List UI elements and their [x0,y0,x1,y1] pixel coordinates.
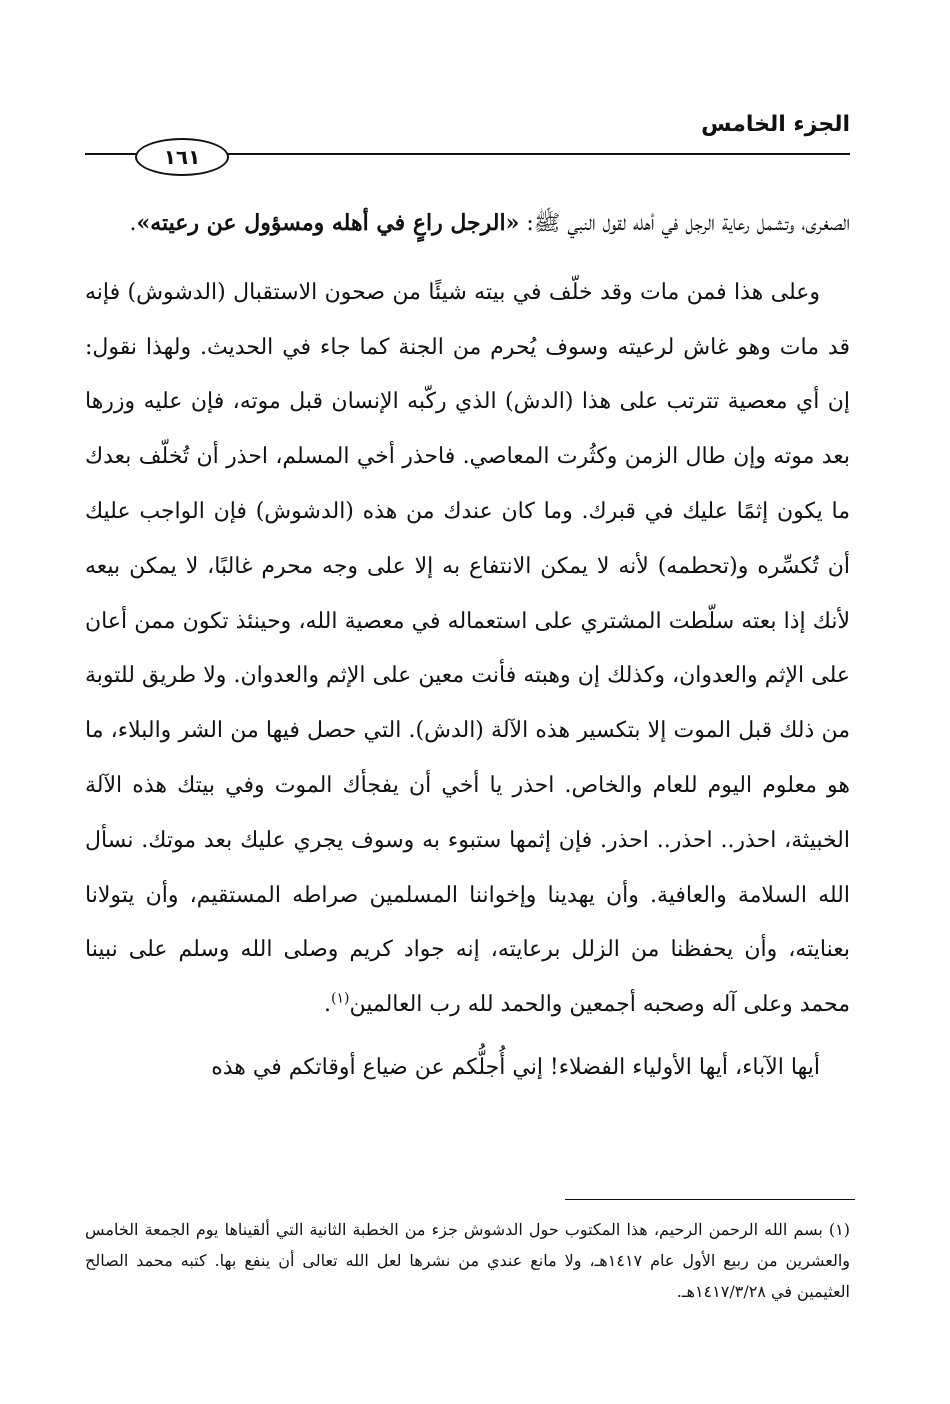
footnote-text: (١) بسم الله الرحمن الرحيم، هذا المكتوب حول الدشوش جزء من الخطبة الثانية التي ألقيناها يوم الجمعة الخامس والعشرين من ربيع الأول عام ١٤١٧هـ، ولا مانع عندي من نشرها لعل الله تعالى أن ينفع بها. كتبه محمد الصالح العثيمين في ١٤١٧/٣/٢٨هـ. [85,1220,850,1301]
paragraph-2-text: وعلى هذا فمن مات وقد خلّف في بيته شيئًا من صحون الاستقبال (الدشوش) فإنه قد مات وهو غاش لرعيته وسوف يُحرم من الجنة كما جاء في الحديث. ولهذا نقول: إن أي معصية تترتب على هذا (الدش) الذي ركّبه الإنسان قبل موته، فإن عليه وزرها بعد موته وإن طال الزمن وكثُرت المعاصي. فاحذر أخي المسلم، احذر أن تُخلّف بعدك ما يكون إثمًا عليك في قبرك. وما كان عندك من هذه (الدشوش) فإن الواجب عليك أن تُكسِّره و(تحطمه) لأنه لا يمكن الانتفاع به إلا على وجه محرم غالبًا، لا يمكن بيعه لأنك إذا بعته سلّطت المشتري على استعماله في معصية الله، وحينئذ تكون ممن أعان على الإثم والعدوان، وكذلك إن وهبته فأنت معين على الإثم والعدوان. ولا طريق للتوبة من ذلك قبل الموت إلا بتكسير هذه الآلة (الدش). التي حصل فيها من الشر والبلاء، ما هو معلوم اليوم للعام والخاص. احذر يا أخي أن يفجأك الموت وفي بيتك هذه الآلة الخبيثة، احذر.. احذر.. احذر. فإن إثمها ستبوء به وسوف يجري عليك بعد موتك. نسأل الله السلامة والعافية. وأن يهدينا وإخواننا المسلمين صراطه المستقيم، وأن يتولانا بعنايته، وأن يحفظنا من الزلل برعايته، إنه جواد كريم وصلى الله وسلم على نبينا محمد وعلى آله وصحبه أجمعين والحمد لله رب العالمين [85,279,850,1018]
page-number-badge: ١٦١ [135,138,229,176]
footnote-separator [565,1199,855,1200]
hadith-quote: «الرجل راعٍ في أهله ومسؤول عن رعيته» [136,210,520,236]
footnote-reference[interactable]: (١) [331,990,350,1007]
paragraph-2-end: . [324,992,332,1018]
body-text [85,196,850,1096]
running-header-title: الجزء الخامس [701,112,850,137]
paragraph-2 [85,266,850,1033]
paragraph-1-end: . [129,211,137,236]
paragraph-1 [85,196,850,252]
footnote [85,1214,850,1307]
paragraph-1-lead: الصغرى، وتشمل رعاية الرجل في أهله لقول النبي ﷺ: [519,211,850,236]
paragraph-3: أيها الآباء، أيها الأولياء الفضلاء! إني أُجلُّكم عن ضياع أوقاتكم في هذه [211,1054,820,1080]
